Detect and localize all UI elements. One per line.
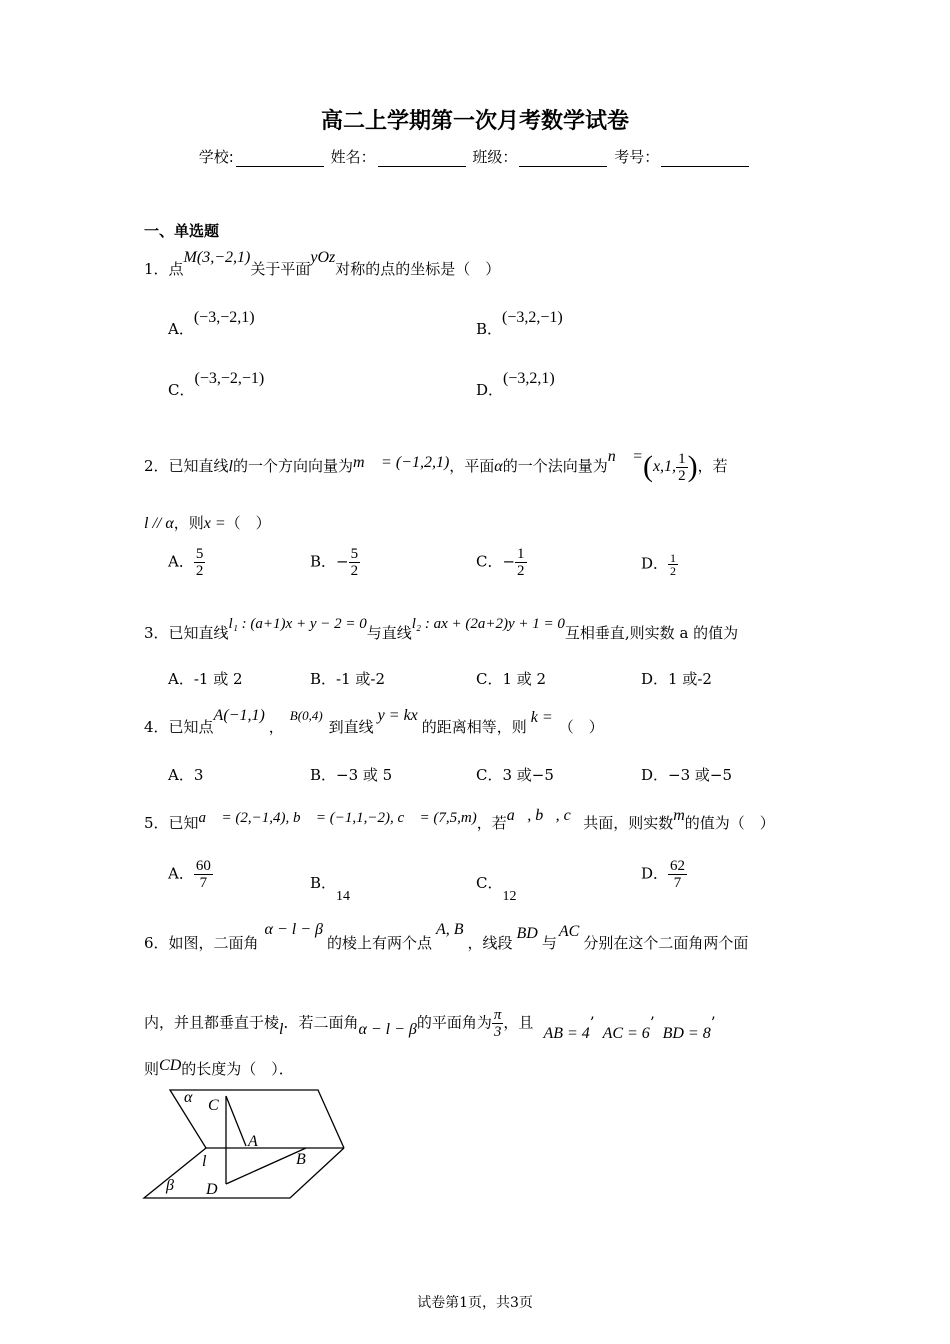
q2-b-label: B．− bbox=[310, 552, 349, 571]
q2-option-c[interactable] bbox=[476, 546, 527, 579]
q6-text1: 的棱上有两个点 bbox=[326, 934, 432, 952]
q2-b-frac bbox=[349, 546, 361, 579]
name-label: 姓名： bbox=[330, 148, 376, 166]
q5-a-frac bbox=[194, 858, 213, 891]
q4-option-b[interactable]: B．−3 或 5 bbox=[310, 766, 393, 784]
number-label: 考号： bbox=[614, 148, 660, 166]
q5-m: m bbox=[673, 807, 685, 824]
q5-c-label: C． bbox=[476, 874, 503, 892]
question-2 bbox=[144, 450, 728, 484]
q1-point: M(3,−2,1) bbox=[183, 249, 251, 266]
q6-ac-length: AC = 6 bbox=[602, 1024, 650, 1042]
q2-alpha: α bbox=[494, 458, 503, 475]
q5-a-den: 7 bbox=[199, 875, 208, 891]
q2-vector-m: m⃗ = (−1,2,1) bbox=[353, 454, 450, 471]
q3-text1: 与直线 bbox=[366, 624, 412, 642]
q2-d-label: D． bbox=[641, 554, 669, 573]
q2-b-num: 5 bbox=[350, 546, 359, 562]
q4-text3: 的距离相等，则 bbox=[421, 718, 527, 736]
question-6 bbox=[144, 921, 749, 953]
q6-text2: ，线段 bbox=[467, 934, 513, 952]
q1-b-value: (−3,2,−1) bbox=[502, 309, 563, 326]
school-blank bbox=[236, 152, 324, 167]
q6-angle bbox=[492, 1007, 504, 1040]
q3-text2: 互相垂直,则实数 a 的值为 bbox=[564, 624, 739, 642]
q2-paren-close: ) bbox=[687, 450, 698, 483]
class-label: 班级： bbox=[472, 148, 518, 166]
q5-c-value: 12 bbox=[502, 889, 517, 904]
q2-n-values: x,1, bbox=[652, 458, 677, 475]
q1-a-value: (−3,−2,1) bbox=[193, 309, 255, 326]
q6-text5: 内，并且都垂直于棱 bbox=[144, 1013, 280, 1032]
q5-d-label: D． bbox=[641, 864, 669, 883]
q6-pi: π bbox=[493, 1007, 502, 1023]
question-5 bbox=[144, 807, 775, 833]
label-c: C bbox=[208, 1097, 219, 1114]
q5-d-den: 7 bbox=[673, 875, 682, 891]
q6-num: 6．如图，二面角 bbox=[144, 934, 259, 952]
q5-a-num: 60 bbox=[195, 858, 211, 874]
page-footer: 试卷第1页，共3页 bbox=[417, 1295, 533, 1311]
question-1 bbox=[144, 249, 501, 279]
q1-a-label: A． bbox=[168, 320, 194, 338]
q1-text2: 对称的点的坐标是（ ） bbox=[335, 260, 501, 278]
q2-text4: ，若 bbox=[697, 457, 728, 475]
q2-text6: （ ） bbox=[225, 514, 271, 532]
q4-text2: 到直线 bbox=[328, 718, 374, 736]
q4-point-a: A(−1,1) bbox=[213, 707, 265, 724]
question-4 bbox=[144, 707, 604, 737]
q5-text1: ，若 bbox=[476, 814, 507, 832]
q4-option-a[interactable]: A．3 bbox=[168, 766, 204, 784]
number-blank bbox=[661, 152, 749, 167]
q2-a-num: 5 bbox=[195, 546, 204, 562]
q2-text1: 的一个方向向量为 bbox=[233, 457, 354, 475]
q5-option-d[interactable] bbox=[641, 858, 687, 891]
q5-d-num: 62 bbox=[670, 858, 686, 874]
q6-text6: ．若二面角 bbox=[283, 1013, 359, 1032]
q2-a-frac bbox=[194, 546, 206, 579]
q6-sep1: ’ bbox=[589, 1013, 595, 1032]
q2-b-den: 2 bbox=[350, 563, 359, 579]
q6-text9: 则 bbox=[144, 1060, 160, 1078]
q4-text4: （ ） bbox=[558, 718, 604, 736]
page-title: 高二上学期第一次月考数学试卷 bbox=[320, 109, 629, 134]
q1-c-label: C． bbox=[168, 381, 195, 399]
label-d: D bbox=[206, 1181, 218, 1198]
q2-text3: 的一个法向量为 bbox=[502, 457, 608, 475]
q3-num: 3．已知直线 bbox=[144, 624, 229, 642]
q1-plane: yOz bbox=[310, 249, 336, 266]
segment-db bbox=[226, 1148, 306, 1184]
q1-option-c[interactable] bbox=[168, 370, 265, 400]
q2-num: 2．已知直线 bbox=[144, 457, 229, 475]
q5-b-value: 14 bbox=[336, 889, 351, 904]
q6-l: l bbox=[279, 1020, 284, 1038]
q2-d-num: 1 bbox=[670, 551, 677, 565]
school-label: 学校: bbox=[198, 148, 234, 166]
q5-vectors: a⃗ = (2,−1,4), b⃗ = (−1,1,−2), c⃗ = (7,5,m) bbox=[198, 810, 477, 826]
q1-option-d[interactable] bbox=[476, 370, 555, 400]
q2-text2: ，平面 bbox=[449, 457, 495, 475]
q1-c-value: (−3,−2,−1) bbox=[194, 370, 265, 387]
q3-option-b[interactable]: B．-1 或-2 bbox=[310, 670, 386, 688]
q1-option-a[interactable] bbox=[168, 309, 255, 339]
q2-x: x = bbox=[203, 515, 226, 532]
q6-cd: CD bbox=[159, 1057, 182, 1074]
q6-bd-length: BD = 8 bbox=[662, 1024, 711, 1042]
q4-point-b: B(0,4) bbox=[289, 708, 323, 723]
q6-text3: 与 bbox=[541, 934, 557, 952]
segment-ca bbox=[226, 1096, 246, 1146]
q5-text3: 的值为（ ） bbox=[684, 814, 775, 832]
q2-text5: ，则 bbox=[173, 514, 204, 532]
q6-sep3: ’ bbox=[710, 1013, 716, 1032]
label-l: l bbox=[202, 1153, 207, 1170]
q2-vector-n: n⃗ = bbox=[607, 448, 643, 465]
q1-b-label: B． bbox=[476, 320, 503, 338]
q2-a-label: A． bbox=[168, 552, 194, 571]
q2-d-frac bbox=[668, 552, 678, 577]
q6-sep2: ’ bbox=[649, 1013, 655, 1032]
q6-bd: BD bbox=[516, 925, 538, 942]
q1-d-label: D． bbox=[476, 381, 504, 399]
q2-half bbox=[676, 451, 688, 484]
name-blank bbox=[378, 152, 466, 167]
q2-line: l bbox=[228, 458, 233, 475]
question-2-line2 bbox=[144, 512, 271, 533]
q6-points: A, B bbox=[435, 921, 464, 938]
q2-option-a[interactable] bbox=[168, 546, 205, 579]
label-a: A bbox=[248, 1133, 258, 1150]
q2-c-frac bbox=[515, 546, 527, 579]
q4-option-c[interactable]: C．3 或−5 bbox=[476, 766, 554, 784]
q6-ac: AC bbox=[558, 923, 580, 940]
q1-option-b[interactable] bbox=[476, 309, 563, 339]
q5-num: 5．已知 bbox=[144, 814, 199, 832]
q6-text8: ，且 bbox=[503, 1013, 534, 1032]
q5-option-b[interactable] bbox=[310, 872, 351, 904]
label-beta: β bbox=[166, 1177, 174, 1194]
q2-c-den: 2 bbox=[517, 563, 525, 579]
q1-d-value: (−3,2,1) bbox=[503, 370, 555, 387]
q4-num: 4．已知点 bbox=[144, 718, 214, 736]
q5-option-c[interactable] bbox=[476, 872, 517, 904]
q1-text1: 关于平面 bbox=[250, 260, 311, 278]
q2-c-num: 1 bbox=[517, 546, 525, 562]
q6-text10: 的长度为（ ）． bbox=[181, 1060, 294, 1078]
q2-a-den: 2 bbox=[195, 563, 204, 579]
question-6-line3 bbox=[144, 1058, 294, 1079]
q2-option-b[interactable] bbox=[310, 546, 360, 579]
q2-option-d[interactable] bbox=[641, 552, 678, 577]
q4-k: k = bbox=[530, 709, 553, 726]
section-heading: 一、单选题 bbox=[144, 222, 220, 240]
q2-half-num: 1 bbox=[678, 450, 686, 467]
q6-text7: 的平面角为 bbox=[416, 1013, 492, 1032]
q5-a-label: A． bbox=[168, 864, 194, 883]
q5-d-frac bbox=[668, 858, 687, 891]
q5-b-label: B． bbox=[310, 874, 337, 892]
dihedral-figure bbox=[140, 1086, 360, 1206]
label-b: B bbox=[296, 1151, 306, 1168]
q4-option-d[interactable]: D．−3 或−5 bbox=[641, 766, 733, 784]
question-6-line2 bbox=[144, 1007, 716, 1040]
q3-line1: l₁ : (a+1)x + y − 2 = 0 bbox=[228, 616, 367, 632]
q2-paren-open: ( bbox=[642, 450, 653, 483]
q2-condition: l // α bbox=[144, 515, 174, 532]
figure-lines bbox=[144, 1090, 344, 1198]
label-alpha: α bbox=[184, 1089, 193, 1106]
q3-option-c[interactable]: C．1 或 2 bbox=[476, 670, 547, 688]
q6-dihedral: α − l − β bbox=[264, 921, 323, 938]
q5-abc: a⃗, b⃗, c⃗ bbox=[506, 807, 584, 824]
question-3 bbox=[144, 616, 739, 643]
q6-ab-length: AB = 4 bbox=[543, 1024, 590, 1042]
q2-half-den: 2 bbox=[678, 467, 686, 484]
class-blank bbox=[519, 152, 607, 167]
q2-c-label: C．− bbox=[476, 552, 516, 571]
q3-line2: l₂ : ax + (2a+2)y + 1 = 0 bbox=[411, 616, 565, 632]
student-info bbox=[0, 146, 950, 167]
q3-option-d[interactable]: D．1 或-2 bbox=[641, 670, 712, 688]
q3-option-a[interactable]: A．-1 或 2 bbox=[168, 670, 243, 688]
q2-d-den: 2 bbox=[670, 564, 677, 578]
q5-text2: 共面，则实数 bbox=[583, 814, 674, 832]
q4-line: y = kx bbox=[377, 707, 418, 724]
q6-text4: 分别在这个二面角两个面 bbox=[583, 934, 749, 952]
q5-option-a[interactable] bbox=[168, 858, 213, 891]
q1-num: 1．点 bbox=[144, 260, 184, 278]
q6-dihedral2: α − l − β bbox=[358, 1020, 417, 1038]
q6-three: 3 bbox=[493, 1024, 502, 1040]
q4-text1: ， bbox=[268, 718, 284, 736]
plane-beta bbox=[144, 1148, 344, 1198]
